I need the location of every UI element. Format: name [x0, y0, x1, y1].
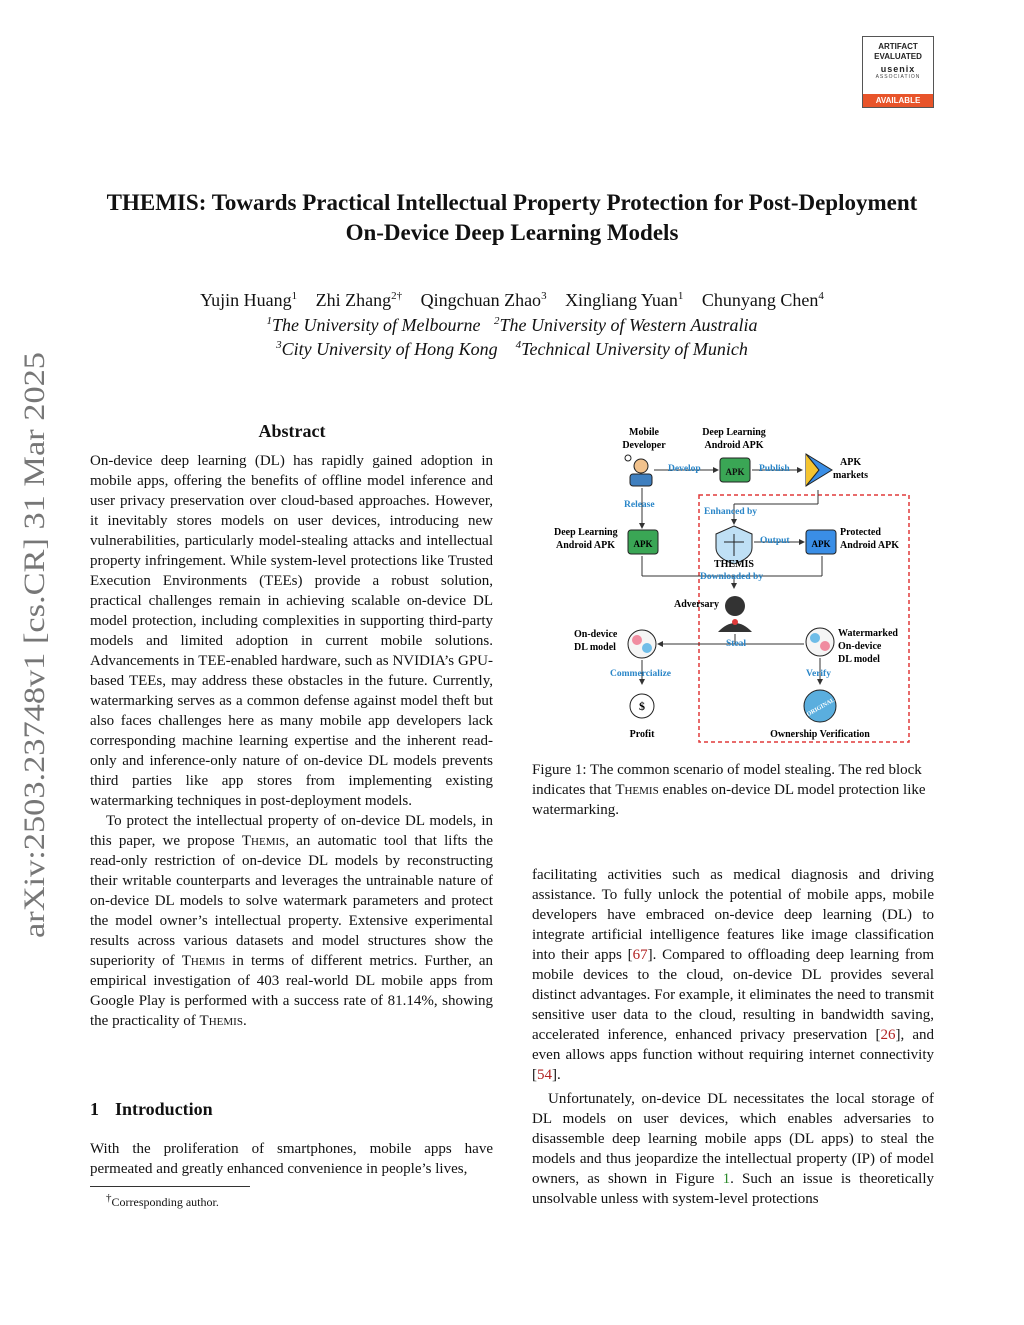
author: Yujin Huang$^1$ [200, 290, 298, 310]
badge-line2: EVALUATED [874, 52, 922, 61]
footnote-rule [90, 1186, 250, 1187]
commercialize-label: Commercialize [610, 669, 672, 679]
abstract-paragraph: On-device deep learning (DL) has rapidly gained adoption in mobile apps, offering the benefits of offline model inference and user privacy preservation over cloud-based approaches. However, it inevitably stores models on user devices, introducing new vulnerabilities, particularly model-stealing attacks and intellectual property infringement. While system-level protections like Trusted Execution Environments (TEEs) provide a robust solution, practical challenges remain in achieving scalable on-device DL model protection, including complexities in supporting third-party models and limited adoption in current mobile solutions. Advancements in TEE-enabled hardware, such as NVIDIA’s GPU-based TEEs, may address these obstacles in the future. Currently, watermarking serves as a common defense against model theft but also faces challenges here as many mobile app developers lack corresponding machine learning expertise and the inherent read-only and inference-only nature of on-device DL models prevents third parties like app stores from implementing existing watermarking techniques in post-deployment models. [90, 453, 493, 809]
section-title: Introduction [115, 1099, 213, 1119]
svg-text:ORIGINAL: ORIGINAL [806, 697, 836, 719]
paper-title [80, 188, 944, 248]
svg-text:APK: APK [633, 539, 653, 549]
output-label: Output [760, 536, 790, 546]
title-line2: On-Device Deep Learning Models [345, 220, 679, 245]
mobile-developer-label: Developer [622, 440, 666, 451]
badge-assoc: ASSOCIATION [875, 74, 921, 80]
arxiv-identifier [6, 350, 54, 940]
abstract-body [90, 451, 493, 1031]
original-seal-icon [804, 690, 836, 722]
release-label: Release [624, 500, 655, 510]
watermarked-model-label: Watermarked [838, 628, 898, 639]
figure-1 [548, 422, 920, 748]
artifact-badge [862, 36, 934, 108]
dl-apk-top-label: Android APK [704, 440, 764, 451]
apk-markets-label: markets [833, 470, 868, 481]
right-column-body [532, 865, 934, 1209]
badge-brand: usenix [880, 64, 916, 74]
title-line1: THEMIS: Towards Practical Intellectual Property Protection for Post-Deployment [106, 190, 918, 215]
downloaded-by-label: Downloaded by [700, 572, 764, 582]
author: Xingliang Yuan$^1$ [565, 290, 684, 310]
ondevice-model-label: DL model [574, 642, 616, 653]
developer-icon [625, 455, 652, 486]
svg-text:APK: APK [725, 467, 745, 477]
apk-icon-protected [806, 530, 836, 554]
abstract-heading: Abstract [258, 421, 326, 441]
citation-link[interactable]: 67 [632, 947, 648, 963]
svg-text:APK: APK [811, 539, 831, 549]
profit-icon [630, 694, 654, 718]
steal-label: Steal [726, 639, 747, 649]
badge-line1: ARTIFACT [878, 42, 918, 51]
watermarked-model-label: DL model [838, 654, 880, 665]
verify-label: Verify [806, 669, 831, 679]
intro-paragraph: With the proliferation of smartphones, mobile apps have permeated and greatly enhanced convenience in people’s lives, [90, 1141, 493, 1177]
brain-icon-watermarked [806, 628, 834, 656]
ownership-verification-label: Ownership Verification [770, 729, 870, 740]
apk-icon-left [628, 530, 658, 554]
adversary-label: Adversary [674, 599, 719, 610]
intro-paragraph: facilitating activities such as medical diagnosis and driving assistance. To fully unlock the potential of mobile apps, mobile developers have embraced on-device deep learning (DL) to integrate artificial intelligence features like image classification into their apps [67]. Compared to offloading deep learning from mobile devices to the cloud, on-device DL provides several distinct advantages. For example, it eliminates the need to transmit sensitive user data to the cloud, resulting in bandwidth saving, accelerated inference, enhanced privacy preservation [26], and even allows apps function without requiring internet connectivity [54]. [532, 867, 935, 1083]
apk-icon-top [720, 458, 750, 482]
abstract-paragraph: To protect the intellectual property of on-device DL models, in this paper, we propose Themis, an automatic tool that lifts the read-only restriction of on-device DL models by reconstructing their writable counterparts and leverages the untrainable nature of on-device DL models to solve watermark parameters and protect the model owner’s intellectual property. Extensive experimental results across various datasets and model structures show the superiority of Themis in terms of different metrics. Further, an empirical investigation of 403 real-world DL mobile apps from Google Play is performed with a success rate of 81.14%, showing the practicality of Themis. [90, 813, 494, 1029]
develop-label: Develop [668, 464, 701, 474]
affiliation-line2: $^3$City University of Hong Kong $^4$Technical University of Munich [276, 339, 748, 359]
protected-apk-label: Protected [840, 527, 881, 538]
footnote: †Corresponding author. [106, 1192, 219, 1209]
citation-link[interactable]: 54 [537, 1067, 552, 1083]
protected-apk-label: Android APK [840, 540, 899, 551]
author: Chunyang Chen$^4$ [701, 290, 824, 310]
citation-link[interactable]: 26 [880, 1027, 896, 1043]
ondevice-model-label: On-device [574, 629, 618, 640]
profit-label: Profit [629, 729, 655, 740]
apk-markets-label: APK [840, 457, 862, 468]
author: Qingchuan Zhao$^3$ [420, 290, 547, 310]
svg-text:$: $ [639, 699, 645, 713]
author-list [80, 290, 944, 311]
mobile-developer-label: Mobile [629, 427, 659, 438]
play-store-icon [806, 454, 832, 486]
dl-apk-left-label: Android APK [556, 540, 615, 551]
watermarked-model-label: On-device [838, 641, 882, 652]
badge-status: AVAILABLE [863, 94, 933, 107]
brain-icon-ondevice [628, 630, 656, 658]
publish-label: Publish [759, 464, 790, 474]
section-heading-introduction [90, 1099, 213, 1120]
enhanced-by-label: Enhanced by [704, 507, 758, 517]
themis-label: THEMIS [713, 559, 755, 570]
section-number: 1 [90, 1099, 99, 1119]
intro-paragraph: Unfortunately, on-device DL necessitates the local storage of DL models on user devices, which enables adversaries to disassemble deep learning mobile apps (DL apps) to steal the models and thus jeopardize the intellectual property (IP) of model owners, as shown in Figure 1. Such an issue is theoretically unsolvable unless with system-level protections [532, 1091, 934, 1207]
dl-apk-left-label: Deep Learning [554, 527, 618, 538]
author: Zhi Zhang$^{2\dagger}$ [315, 290, 403, 310]
affiliation-line1: $^1$The University of Melbourne $^2$The University of Western Australia [266, 315, 758, 335]
adversary-icon [718, 596, 752, 632]
figure-1-caption: Figure 1: The common scenario of model stealing. The red block indicates that Themis enables on-device DL model protection like watermarking. [532, 762, 926, 818]
dl-apk-top-label: Deep Learning [702, 427, 766, 438]
figure-reference-link[interactable]: 1 [722, 1171, 731, 1187]
arxiv-id-text: arXiv:2503.23748v1 [cs.CR] 31 Mar 2025 [18, 426, 51, 938]
